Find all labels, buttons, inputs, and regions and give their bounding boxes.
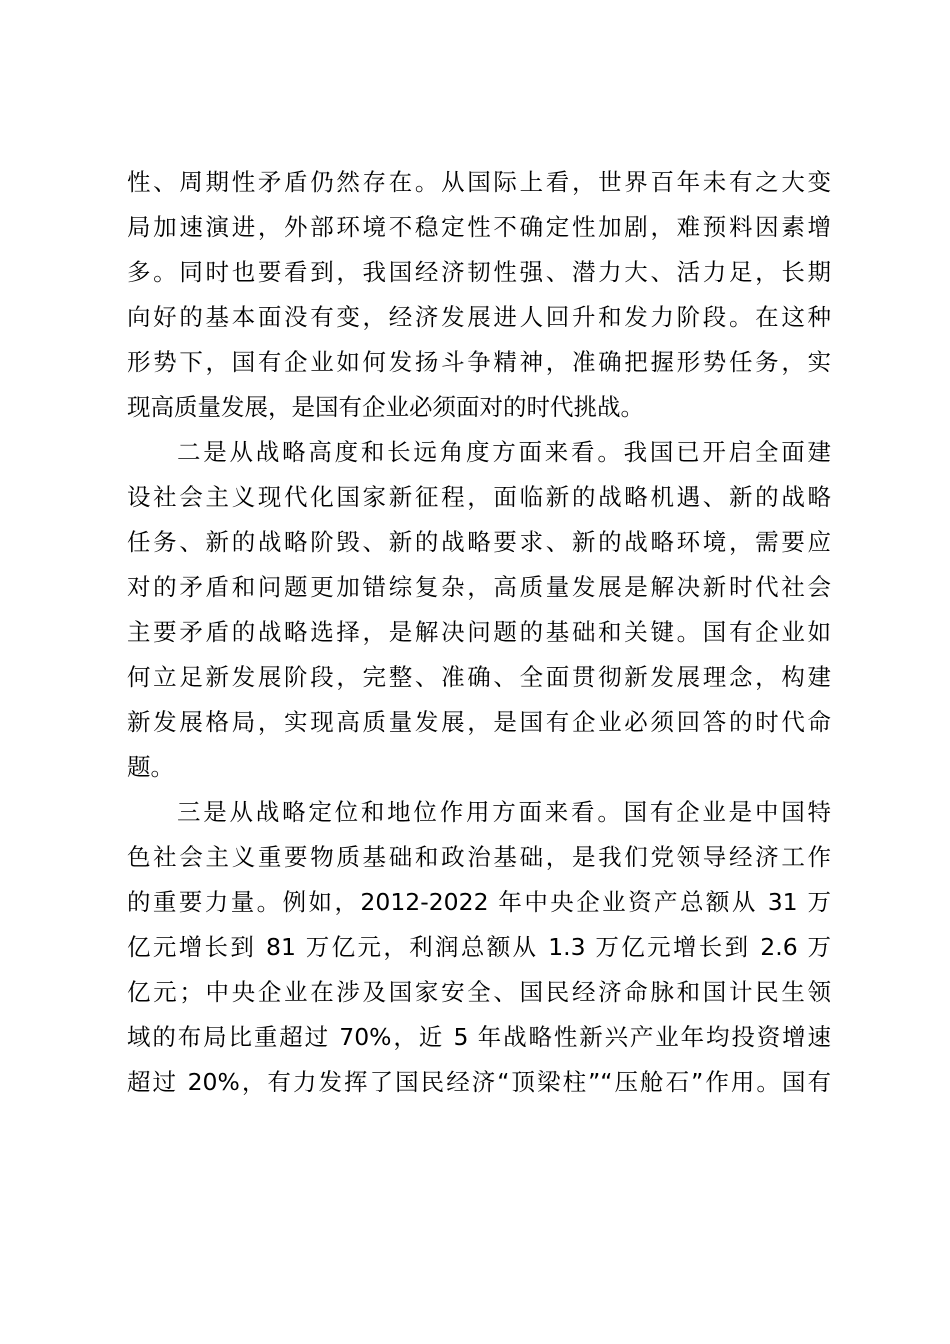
text-line: 域的布局比重超过 70%，近 5 年战略性新兴产业年均投资增速: [127, 1023, 831, 1051]
text-line: 的重要力量。例如，2012-2022 年中央企业资产总额从 31 万: [127, 888, 831, 916]
body-text: [127, 160, 831, 1105]
text-line: 现高质量发展，是国有企业必须面对的时代挑战。: [127, 393, 644, 421]
text-line: 何立足新发展阶段，完整、准确、全面贯彻新发展理念，构建: [127, 663, 831, 691]
text-line: 三是从战略定位和地位作用方面来看。国有企业是中国特: [177, 798, 831, 826]
text-line: 向好的基本面没有变，经济发展进人回升和发力阶段。在这种: [127, 303, 831, 331]
text-line: 主要矛盾的战略选择，是解决问题的基础和关键。国有企业如: [127, 618, 831, 646]
text-line: 二是从战略高度和长远角度方面来看。我国已开启全面建: [177, 438, 831, 466]
text-line: 亿元；中央企业在涉及国家安全、国民经济命脉和国计民生领: [127, 978, 831, 1006]
text-line: 亿元增长到 81 万亿元，利润总额从 1.3 万亿元增长到 2.6 万: [127, 933, 831, 961]
paragraph-1: [127, 160, 831, 430]
text-line: 性、周期性矛盾仍然存在。从国际上看，世界百年未有之大变: [127, 168, 831, 196]
text-line: 新发展格局，实现高质量发展，是国有企业必须回答的时代命: [127, 708, 831, 736]
text-line: 任务、新的战略阶毁、新的战略要求、新的战略环境，需要应: [127, 528, 831, 556]
text-line: 多。同时也要看到，我国经济韧性强、潜力大、活力足，长期: [127, 258, 831, 286]
paragraph-2: [127, 430, 831, 790]
text-line: 局加速演进，外部环境不稳定性不确定性加剧，难预料因素增: [127, 213, 831, 241]
text-line: 色社会主义重要物质基础和政治基础，是我们党领导经济工作: [127, 843, 831, 871]
text-line: 对的矛盾和问题更加错综复杂，高质量发展是解决新时代社会: [127, 573, 831, 601]
text-line: 超过 20%，有力发挥了国民经济“顶梁柱”“压舱石”作用。国有: [127, 1068, 831, 1096]
text-line: 题。: [127, 753, 174, 781]
text-line: 形势下，国有企业如何发扬斗争精神，准确把握形势任务，实: [127, 348, 831, 376]
paragraph-3: [127, 790, 831, 1105]
text-line: 设社会主义现代化国家新征程，面临新的战略机遇、新的战略: [127, 483, 831, 511]
